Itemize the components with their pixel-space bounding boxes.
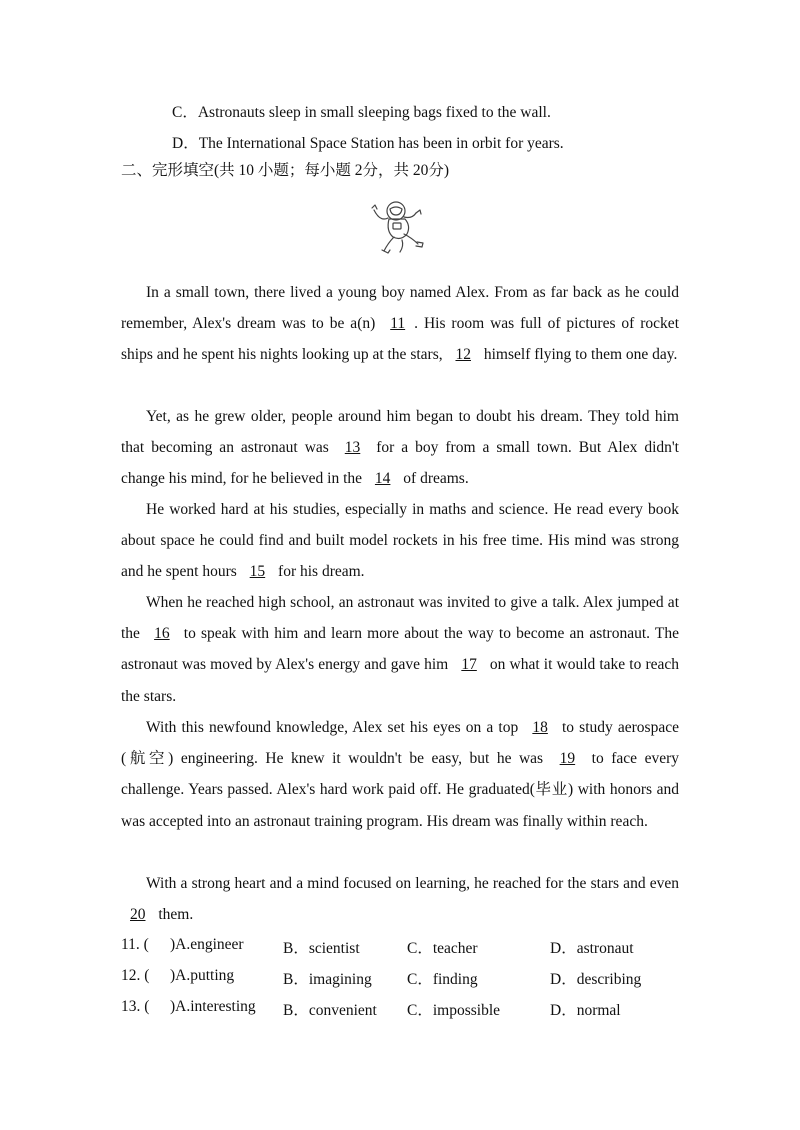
option-d[interactable]: D．normal: [550, 1002, 621, 1019]
blank-19[interactable]: 19: [559, 750, 576, 768]
blank-20[interactable]: 20: [130, 906, 146, 924]
astronaut-icon: [360, 196, 440, 260]
paragraph-1: In a small town, there lived a young boy named Alex. From as far back as he could remember, Alex's dream was to be a(n) 11 . His room was full of pictures of rocket ships and he spent his nights looking up at the stars, 12 himself flying to them one day.: [121, 284, 679, 364]
option-a[interactable]: )A.putting: [170, 967, 235, 984]
option-c[interactable]: C．finding: [407, 971, 478, 988]
paragraph-2: Yet, as he grew older, people around him began to doubt his dream. They told him that becoming an astronaut was 13 for a boy from a small town. But Alex didn't change his mind, for he believed in the 14 of dreams.: [121, 408, 679, 488]
option-d[interactable]: D．astronaut: [550, 940, 634, 957]
blank-15[interactable]: 15: [249, 563, 266, 581]
blank-14[interactable]: 14: [374, 470, 391, 488]
blank-18[interactable]: 18: [532, 719, 548, 736]
option-c-line: C．Astronauts sleep in small sleeping bags fixed to the wall.: [172, 104, 551, 121]
option-d-line: D．The International Space Station has been in orbit for years.: [172, 135, 564, 152]
option-b[interactable]: B．imagining: [283, 971, 372, 988]
blank-12[interactable]: 12: [455, 346, 471, 364]
option-a[interactable]: )A.engineer: [170, 936, 244, 953]
blank-11[interactable]: 11: [390, 315, 406, 333]
blank-13[interactable]: 13: [344, 439, 361, 457]
paragraph-6: With a strong heart and a mind focused on learning, he reached for the stars and even 20 them.: [121, 868, 679, 930]
paragraph-5: With this newfound knowledge, Alex set his eyes on a top 18 to study aerospace (航空) engineering. He knew it wouldn't be easy, but he was 19 to face every challenge. Years passed. Alex's hard work paid off. He graduated(毕业) with honors and was accepted into an astronaut training program. His dream was finally within reach.: [121, 719, 679, 830]
option-c[interactable]: C．impossible: [407, 1002, 501, 1019]
section-title: 二、完形填空(共 10 小题；每小题 2分，共 20分): [121, 162, 450, 179]
exam-page: C．Astronauts sleep in small sleeping bags fixed to the wall. D．The International Space Station has been in orbit for years. 二、完形填空(共 10 小题；每小题 2分，共 20分) In a small town, there lived a young boy named Alex. From as far back as he could remember, Alex's dream was to be a(n) 11 . His room was full of pictures of rocket ships and he spent his nights looking up at the stars, 12 himself flying to them one day. Yet, as he grew older, people around him began to doubt his dream. They told him that becoming an astronaut was 13 for a boy from a small town. But Alex didn't change his mind, for he believed in the 14 of dreams. He worked hard at his studies, especially in maths and science. He read every book about space he could find and built model rockets in his free time. His mind was strong and he spent hours 15 for his dream. When he reached high school, an astronaut was invited to give a talk. Alex jumped at the 16 to speak with him and learn more about the way to become an astronaut. The astronaut was moved by Alex's energy and gave him 17 on what it would take to reach the stars. With this newfound knowledge, Alex set his eyes on a top 18 to study aerospace (航空) engineering. He knew it wouldn't be easy, but he was 19 to face every challenge. Years passed. Alex's hard work paid off. He graduated(毕业) with honors and was accepted into an astronaut training program. His dream was finally within reach. With a strong heart and a mind focused on learning, he reached for the stars and even 20 them. 11. ( )A.engineer B．scientist C．teacher D．astronaut 12. ( )A.putting B．imagining C．finding D．describing 13. ( )A.interesting B．convenient C．impossible D．normal: [0, 0, 800, 1130]
option-c[interactable]: C．teacher: [407, 940, 478, 957]
blank-17[interactable]: 17: [461, 656, 477, 674]
option-b[interactable]: B．convenient: [283, 1002, 377, 1019]
option-b[interactable]: B．scientist: [283, 940, 360, 957]
paragraph-3: He worked hard at his studies, especially in maths and science. He read every book about space he could find and built model rockets in his free time. His mind was strong and he spent hours 15 for his dream.: [121, 501, 679, 581]
blank-16[interactable]: 16: [154, 625, 170, 643]
option-d[interactable]: D．describing: [550, 971, 642, 988]
paragraph-4: When he reached high school, an astronaut was invited to give a talk. Alex jumped at the 16 to speak with him and learn more about the way to become an astronaut. The astronaut was moved by Alex's energy and gave him 17 on what it would take to reach the stars.: [121, 594, 679, 705]
option-a[interactable]: )A.interesting: [170, 998, 256, 1015]
